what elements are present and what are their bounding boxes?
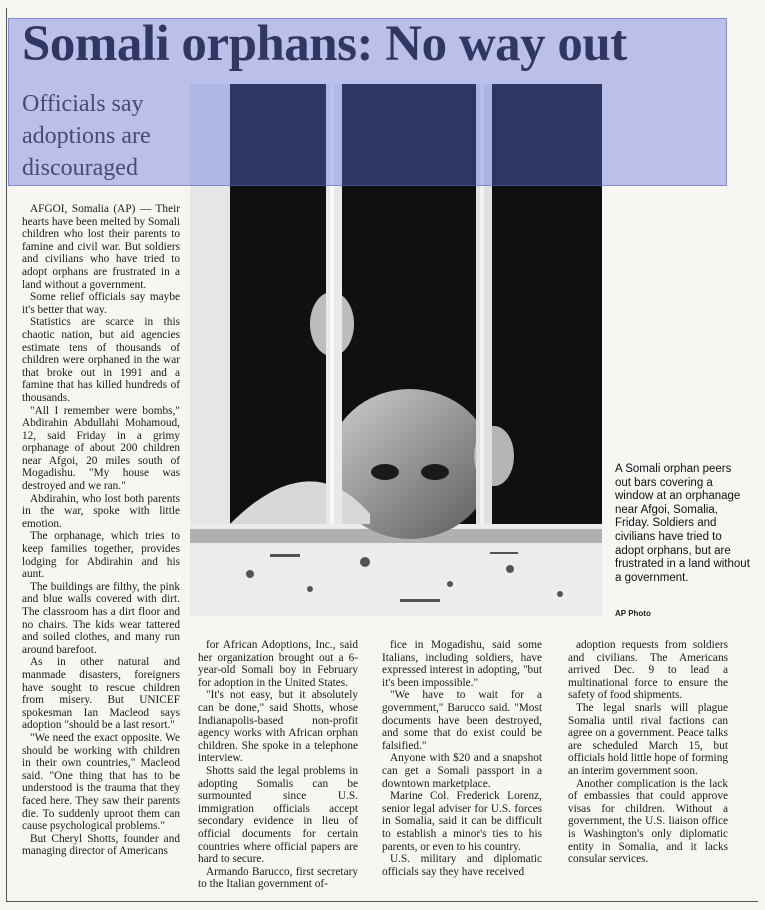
body-column-4 — [568, 639, 728, 866]
photo-caption: A Somali orphan peers out bars covering a window at an orphanage near Afgoi, Somalia, Friday. Soldiers and civilians have tried to adopt orphans, but are frustrated in a land without a government. — [615, 463, 750, 584]
body-paragraph: Marine Col. Frederick Lorenz, senior legal adviser for U.S. forces in Somalia, said it can be difficult to establish a minor's ties to his parents, or even to his country. — [382, 790, 542, 853]
photo-credit: AP Photo — [615, 609, 651, 618]
headline: Somali orphans: No way out — [22, 16, 627, 72]
body-paragraph: Armando Barucco, first secretary to the Italian government of- — [198, 865, 358, 891]
body-paragraph: Another complication is the lack of embassies that could approve visas for children. Without a government, the U.S. liaison office is Washington's only diplomatic entity in Somalia, and it lacks consular services. — [568, 777, 728, 866]
page-border-left — [6, 8, 7, 902]
body-paragraph: The buildings are filthy, the pink and blue walls covered with dirt. The classroom has a dirt floor and no chairs. The kids wear tattered and soiled clothes, and many run around barefoot. — [22, 580, 180, 656]
body-paragraph: Some relief officials say maybe it's better that way. — [22, 291, 180, 316]
body-paragraph: The legal snarls will plague Somalia until rival factions can agree on a government. Peace talks are scheduled March 15, but officials hold little hope of forming an interim government soon. — [568, 701, 728, 777]
body-column-2 — [198, 639, 358, 891]
body-paragraph: As in other natural and manmade disasters, foreigners have sought to rescue children from misery. But UNICEF spokesman Ian Macleod says adoption "should be a last resort." — [22, 656, 180, 732]
body-column-3 — [382, 639, 542, 878]
body-paragraph: U.S. military and diplomatic officials say they have received — [382, 853, 542, 878]
body-paragraph: fice in Mogadishu, said some Italians, including soldiers, have expressed interest in adopting, "but it's been impossible." — [382, 639, 542, 689]
subheadline: Officials say adoptions are discouraged — [22, 91, 151, 181]
body-paragraph: Abdirahin, who lost both parents in the war, spoke with little emotion. — [22, 492, 180, 530]
body-paragraph: Anyone with $20 and a snapshot can get a Somali passport in a downtown marketplace. — [382, 752, 542, 790]
body-column-1 — [22, 203, 180, 858]
body-paragraph: Shotts said the legal problems in adopting Somalis can be surmounted since U.S. immigration officials accept secondary evidence in lieu of official documents for certain countries where official papers are hard to secure. — [198, 764, 358, 866]
body-paragraph: AFGOI, Somalia (AP) — Their hearts have been melted by Somali children who lost their parents to famine and civil war. But soldiers and civilians who have tried to adopt orphans are frustrated in a land without a government. — [22, 203, 180, 291]
body-paragraph: "We have to wait for a government," Barucco said. "Most documents have been destroyed, and some that do exist could be falsified." — [382, 689, 542, 752]
body-paragraph: "All I remember were bombs," Abdirahin Abdullahi Mohamoud, 12, said Friday in a grimy orphanage of about 200 children near Afgoi, 20 miles south of Mogadishu. "My house was destroyed and we ran." — [22, 404, 180, 493]
body-paragraph: The orphanage, which tries to keep families together, provides lodging for Abdirahin and his aunt. — [22, 530, 180, 581]
body-paragraph: But Cheryl Shotts, founder and managing director of Americans — [22, 832, 180, 858]
body-paragraph: adoption requests from soldiers and civilians. The Americans arrived Dec. 9 to lead a multinational force to ensure the safety of food shipments. — [568, 639, 728, 702]
body-paragraph: "It's not easy, but it absolutely can be done," said Shotts, whose Indianapolis-based non-profit agency works with African orphan children. She spoke in a telephone interview. — [198, 689, 358, 765]
page-border-bottom — [6, 901, 758, 902]
body-paragraph: Statistics are scarce in this chaotic nation, but aid agencies estimate tens of thousands of children were orphaned in the war that broke out in 1991 and a famine that has killed hundreds of thousands. — [22, 316, 180, 404]
body-paragraph: "We need the exact opposite. We should be working with children in their own countries," Macleod said. "One thing that has to be understood is the trauma that they faced here. They saw their parents die. To suddenly uproot them can cause psychological problems." — [22, 731, 180, 833]
body-paragraph: for African Adoptions, Inc., said her organization brought out a 6-year-old Somali boy in February for adoption in the United States. — [198, 639, 358, 689]
orphan-photo — [190, 84, 602, 616]
